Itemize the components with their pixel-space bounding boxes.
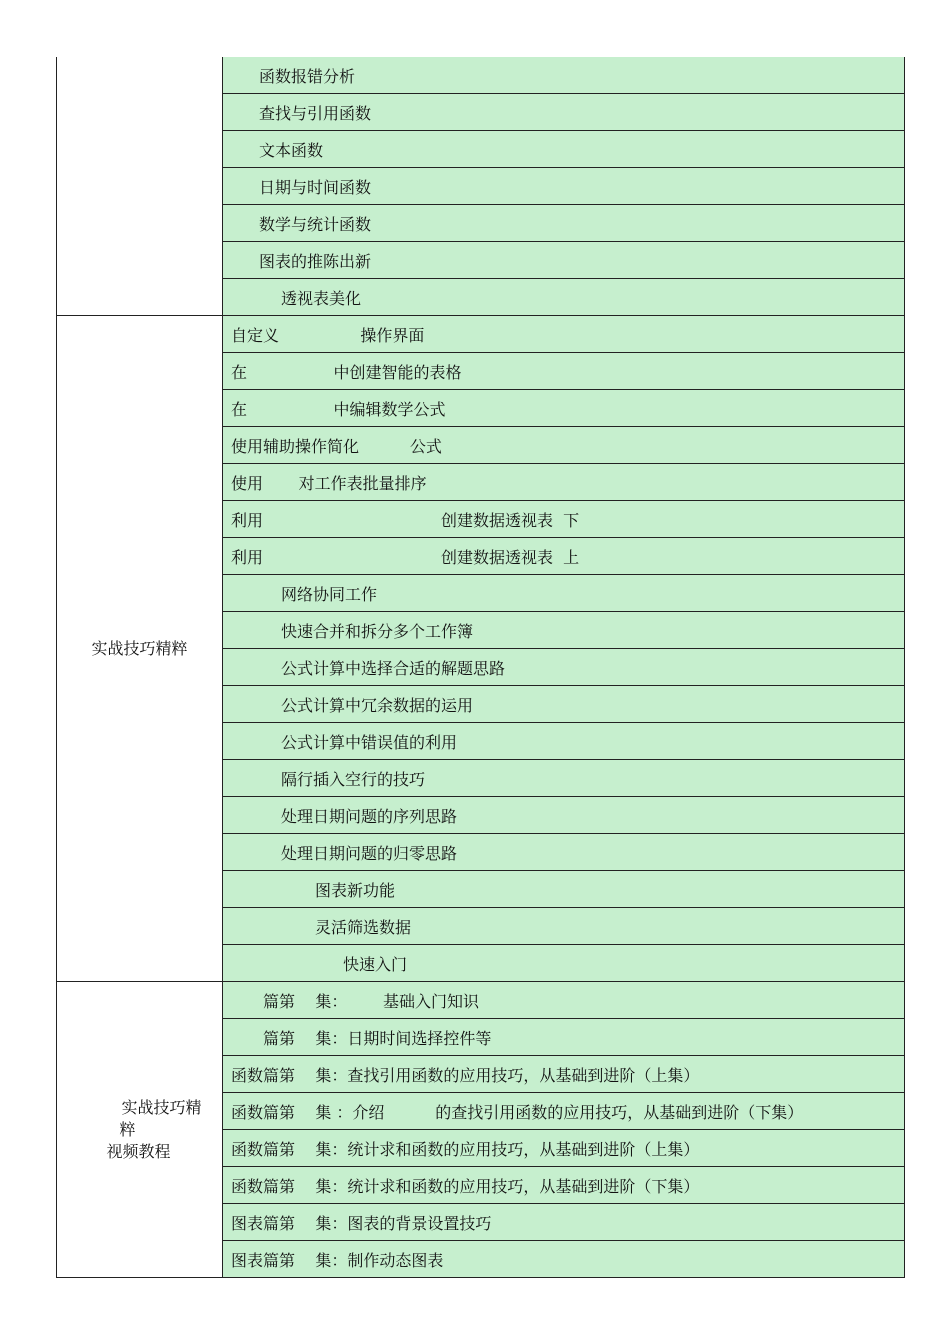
lesson-item: 函数篇第 集：查找引用函数的应用技巧，从基础到进阶（上集） xyxy=(223,1056,905,1093)
lesson-item: 图表篇第 集：制作动态图表 xyxy=(223,1241,905,1278)
lesson-item: 函数篇第 集：统计求和函数的应用技巧，从基础到进阶（下集） xyxy=(223,1167,905,1204)
lesson-item: 数学与统计函数 xyxy=(223,205,905,242)
category-cell xyxy=(57,57,223,316)
lesson-item: 查找与引用函数 xyxy=(223,94,905,131)
lesson-item: 篇第 集： 基础入门知识 xyxy=(223,982,905,1019)
lesson-item: 使用辅助操作简化 公式 xyxy=(223,427,905,464)
lesson-item: 日期与时间函数 xyxy=(223,168,905,205)
table-row xyxy=(57,57,905,94)
lesson-item: 利用 创建数据透视表 上 xyxy=(223,538,905,575)
lesson-item: 快速入门 xyxy=(223,945,905,982)
lesson-item: 网络协同工作 xyxy=(223,575,905,612)
table-row xyxy=(57,316,905,353)
lesson-item: 公式计算中错误值的利用 xyxy=(223,723,905,760)
category-cell xyxy=(57,982,223,1278)
lesson-item: 处理日期问题的序列思路 xyxy=(223,797,905,834)
table-row xyxy=(57,982,905,1019)
lesson-item: 函数篇第 集 ：介绍 的查找引用函数的应用技巧，从基础到进阶（下集） xyxy=(223,1093,905,1130)
category-cell xyxy=(57,316,223,982)
category-label-line: 粹 xyxy=(119,1119,136,1139)
lesson-item: 在 中编辑数学公式 xyxy=(223,390,905,427)
lesson-item: 图表篇第 集：图表的背景设置技巧 xyxy=(223,1204,905,1241)
category-label-line: 实战技巧精粹 xyxy=(91,638,188,658)
lesson-item: 快速合并和拆分多个工作簿 xyxy=(223,612,905,649)
lesson-item: 函数报错分析 xyxy=(223,57,905,94)
course-table xyxy=(56,57,905,1278)
lesson-item: 图表的推陈出新 xyxy=(223,242,905,279)
lesson-item: 函数篇第 集：统计求和函数的应用技巧，从基础到进阶（上集） xyxy=(223,1130,905,1167)
lesson-item: 文本函数 xyxy=(223,131,905,168)
lesson-item: 利用 创建数据透视表 下 xyxy=(223,501,905,538)
course-table-body xyxy=(57,57,905,1278)
lesson-item: 处理日期问题的归零思路 xyxy=(223,834,905,871)
category-label-line: 实战技巧精 xyxy=(121,1097,202,1117)
lesson-item: 图表新功能 xyxy=(223,871,905,908)
lesson-item: 在 中创建智能的表格 xyxy=(223,353,905,390)
lesson-item: 公式计算中选择合适的解题思路 xyxy=(223,649,905,686)
lesson-item: 使用 对工作表批量排序 xyxy=(223,464,905,501)
lesson-item: 篇第 集：日期时间选择控件等 xyxy=(223,1019,905,1056)
category-label-line: 视频教程 xyxy=(106,1141,171,1161)
lesson-item: 公式计算中冗余数据的运用 xyxy=(223,686,905,723)
lesson-item: 灵活筛选数据 xyxy=(223,908,905,945)
lesson-item: 隔行插入空行的技巧 xyxy=(223,760,905,797)
lesson-item: 自定义 操作界面 xyxy=(223,316,905,353)
lesson-item: 透视表美化 xyxy=(223,279,905,316)
